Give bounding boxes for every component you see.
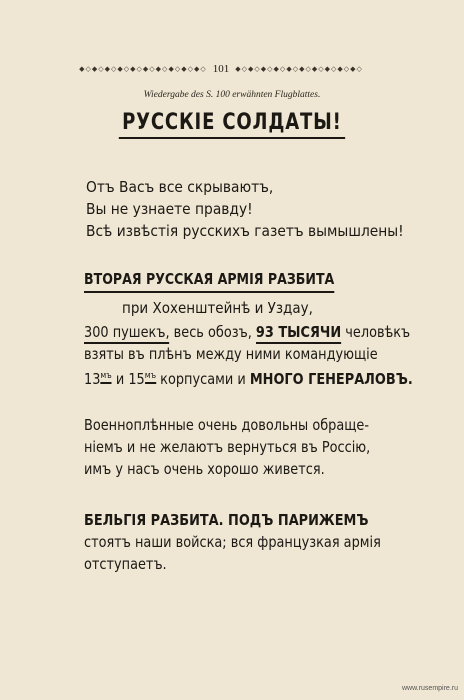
page-number: 101 <box>212 63 230 75</box>
p4-line-3: отступаетъ. <box>84 555 167 573</box>
paragraph-2 <box>84 268 424 390</box>
page-header <box>60 62 382 76</box>
p4-line-1: БЕЛЬГІЯ РАЗБИТА. ПОДЪ ПАРИЖЕМЪ <box>84 511 369 529</box>
p2-guns: 300 пушекъ, <box>84 323 170 344</box>
p2-men: человѣкъ <box>345 323 411 341</box>
p1-line-1: Отъ Васъ все скрываютъ, <box>86 178 274 196</box>
p3-line-3: имъ у насъ очень хорошо живется. <box>84 460 325 478</box>
p2-sup-1: мъ <box>100 371 111 384</box>
p2-line-3: взяты въ плѣнъ между ними командующіе <box>84 345 378 363</box>
paragraph-3 <box>84 414 424 480</box>
p2-corps-text: корпусами и <box>160 370 246 388</box>
header-ornament-right: ◆◇◆◇◆◇◆◇◆◇◆◇◆◇◆◇◆◇◆◇ <box>235 65 363 73</box>
p3-line-2: ніемъ и не желаютъ вернуться въ Россію, <box>84 438 371 456</box>
p2-corps-15: и 15 <box>115 370 145 388</box>
p2-line-4 <box>84 365 413 390</box>
p2-thousands: 93 ТЫСЯЧИ <box>256 323 341 344</box>
p2-corps-13: 13 <box>84 370 101 388</box>
p2-line-1: при Хохенштейнѣ и Уздау, <box>122 299 313 317</box>
paragraph-4 <box>84 509 424 575</box>
header-ornament-left: ◆◇◆◇◆◇◆◇◆◇◆◇◆◇◆◇◆◇◆◇ <box>79 65 207 73</box>
p1-line-3: Всѣ извѣстія русскихъ газетъ вымышлены! <box>86 222 404 240</box>
p2-train: весь обозъ, <box>173 323 252 341</box>
p4-line-2: стоятъ наши войска; вся французкая армія <box>84 533 381 551</box>
p2-generals: МНОГО ГЕНЕРАЛОВЪ. <box>249 370 413 388</box>
caption: Wiedergabe des S. 100 erwähnten Flugblattes. <box>143 90 321 100</box>
leaflet-title-wrap <box>0 110 464 139</box>
p3-line-1: Военноплѣнные очень довольны обраще- <box>84 416 370 434</box>
paragraph-1 <box>66 176 426 242</box>
leaflet-title: РУССКІЕ СОЛДАТЫ! <box>119 110 345 139</box>
p1-line-2: Вы не узнаете правду! <box>86 200 253 218</box>
p2-sup-2: мъ <box>145 371 156 384</box>
watermark: www.rusempire.ru <box>401 685 458 692</box>
p2-line-2 <box>84 321 410 343</box>
p2-headline: ВТОРАЯ РУССКАЯ АРМІЯ РАЗБИТА <box>84 268 334 293</box>
